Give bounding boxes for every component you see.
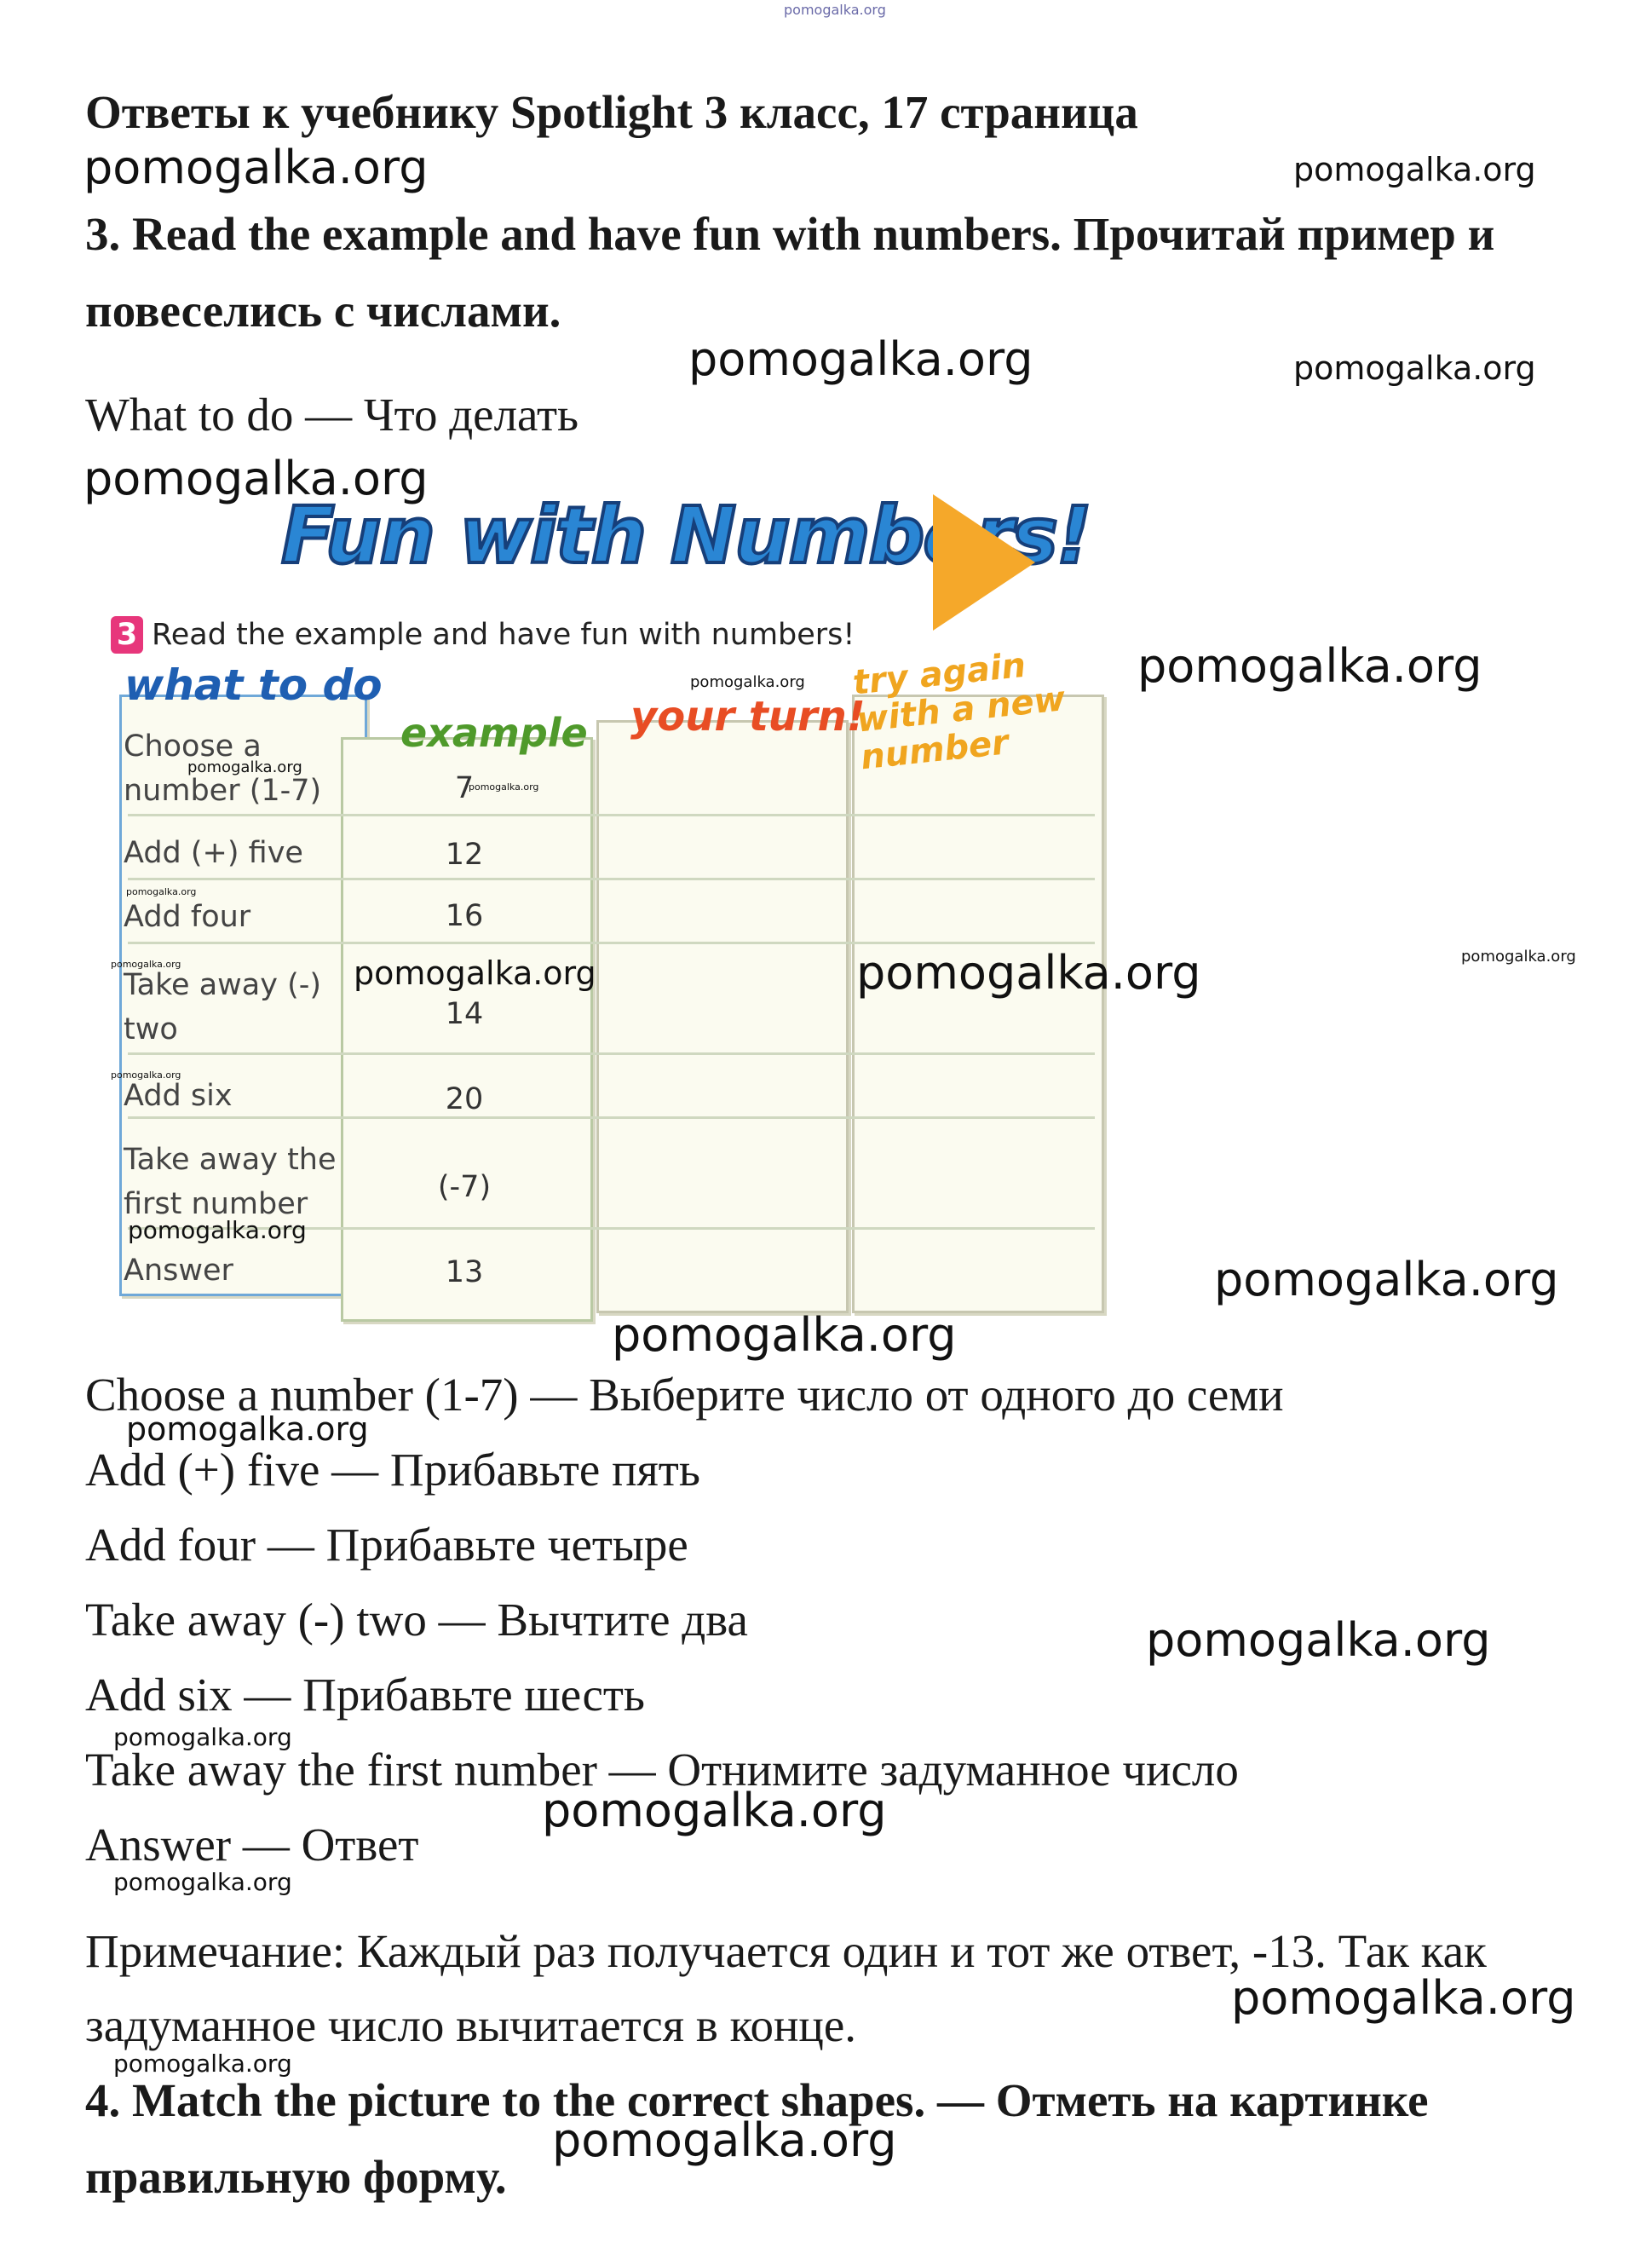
translation-line: Add four — Прибавьте четыре <box>85 1519 688 1571</box>
task3-heading-line1: 3. Read the example and have fun with numbers. Прочитай пример и <box>85 208 1495 260</box>
watermark: pomogalka.org <box>1146 1613 1491 1667</box>
task4-heading-line2: правильную форму. <box>85 2151 507 2203</box>
row-divider <box>128 814 1095 816</box>
watermark: pomogalka.org <box>113 2050 292 2078</box>
task-number-badge: 3 <box>111 616 143 654</box>
watermark: pomogalka.org <box>1214 1253 1559 1306</box>
page-title: Ответы к учебнику Spotlight 3 класс, 17 страница <box>85 86 1138 138</box>
watermark: pomogalka.org <box>1461 948 1576 966</box>
example-value: 7 <box>454 771 475 805</box>
example-value: 14 <box>445 997 484 1031</box>
translation-line: Choose a number (1-7) — Выберите число от одного до семи <box>85 1369 1284 1421</box>
example-value: 13 <box>445 1255 484 1289</box>
watermark: pomogalka.org <box>1137 639 1482 693</box>
column-your-turn <box>596 720 849 1313</box>
header-your-turn: your turn! <box>630 693 866 741</box>
example-value: 16 <box>445 899 484 933</box>
watermark: pomogalka.org <box>111 959 181 970</box>
watermark: pomogalka.org <box>111 1069 181 1081</box>
watermark: pomogalka.org <box>1293 151 1536 188</box>
header-try-again: try again with a new number <box>850 645 1068 778</box>
watermark: pomogalka.org <box>113 1723 292 1751</box>
row-divider <box>128 878 1095 880</box>
what-to-do-line: What to do — Что делать <box>85 389 579 441</box>
play-arrow-icon <box>933 494 1035 631</box>
watermark: pomogalka.org <box>83 141 429 194</box>
watermark: pomogalka.org <box>187 758 302 776</box>
watermark: pomogalka.org <box>126 886 197 897</box>
watermark: pomogalka.org <box>126 1410 369 1448</box>
watermark: pomogalka.org <box>128 1216 307 1244</box>
watermark-top: pomogalka.org <box>784 2 886 18</box>
watermark: pomogalka.org <box>354 954 596 992</box>
task4-heading-line1: 4. Match the picture to the correct shapes. — Отметь на картинке <box>85 2074 1429 2126</box>
example-value: (-7) <box>437 1170 492 1204</box>
row-label: Take away (-) two <box>124 968 322 1046</box>
header-example: example <box>400 710 588 756</box>
row-label: Add four <box>124 900 251 934</box>
row-label: Add six <box>124 1079 233 1113</box>
row-divider <box>128 942 1095 944</box>
textbook-figure <box>85 481 1150 1334</box>
translation-line: Answer — Ответ <box>85 1819 419 1871</box>
row-label: Take away the first number <box>124 1143 337 1221</box>
translation-line: Take away (-) two — Вычтите два <box>85 1594 748 1646</box>
task3-heading-line2: повеселись с числами. <box>85 285 561 337</box>
row-label: Answer <box>124 1254 233 1288</box>
watermark: pomogalka.org <box>688 332 1033 386</box>
figure-title: Fun with Numbers! <box>281 490 1091 581</box>
translation-line: Add six — Прибавьте шесть <box>85 1669 646 1721</box>
note-line2: задуманное число вычитается в конце. <box>85 1999 857 2051</box>
example-value: 12 <box>445 838 484 872</box>
watermark: pomogalka.org <box>856 946 1201 1000</box>
row-label: Add (+) five <box>124 836 303 870</box>
watermark: pomogalka.org <box>469 781 539 793</box>
watermark: pomogalka.org <box>690 673 805 691</box>
watermark: pomogalka.org <box>552 2113 897 2167</box>
row-label: Choose a number (1-7) <box>124 729 322 808</box>
watermark: pomogalka.org <box>612 1308 957 1362</box>
header-what-to-do: what to do <box>124 660 383 710</box>
watermark: pomogalka.org <box>1293 349 1536 387</box>
watermark: pomogalka.org <box>542 1784 887 1837</box>
watermark: pomogalka.org <box>113 1868 292 1896</box>
figure-task-text: Read the example and have fun with numbers! <box>152 618 855 652</box>
watermark: pomogalka.org <box>1231 1971 1576 2025</box>
row-divider <box>128 1052 1095 1055</box>
watermark: pomogalka.org <box>83 452 429 505</box>
note-line1: Примечание: Каждый раз получается один и тот же ответ, -13. Так как <box>85 1925 1487 1977</box>
translation-line: Take away the first number — Отнимите задуманное число <box>85 1744 1239 1796</box>
figure-task-line <box>111 616 855 654</box>
example-value: 20 <box>445 1082 484 1116</box>
translation-line: Add (+) five — Прибавьте пять <box>85 1444 700 1496</box>
row-divider <box>128 1116 1095 1119</box>
column-new-number <box>852 695 1104 1313</box>
